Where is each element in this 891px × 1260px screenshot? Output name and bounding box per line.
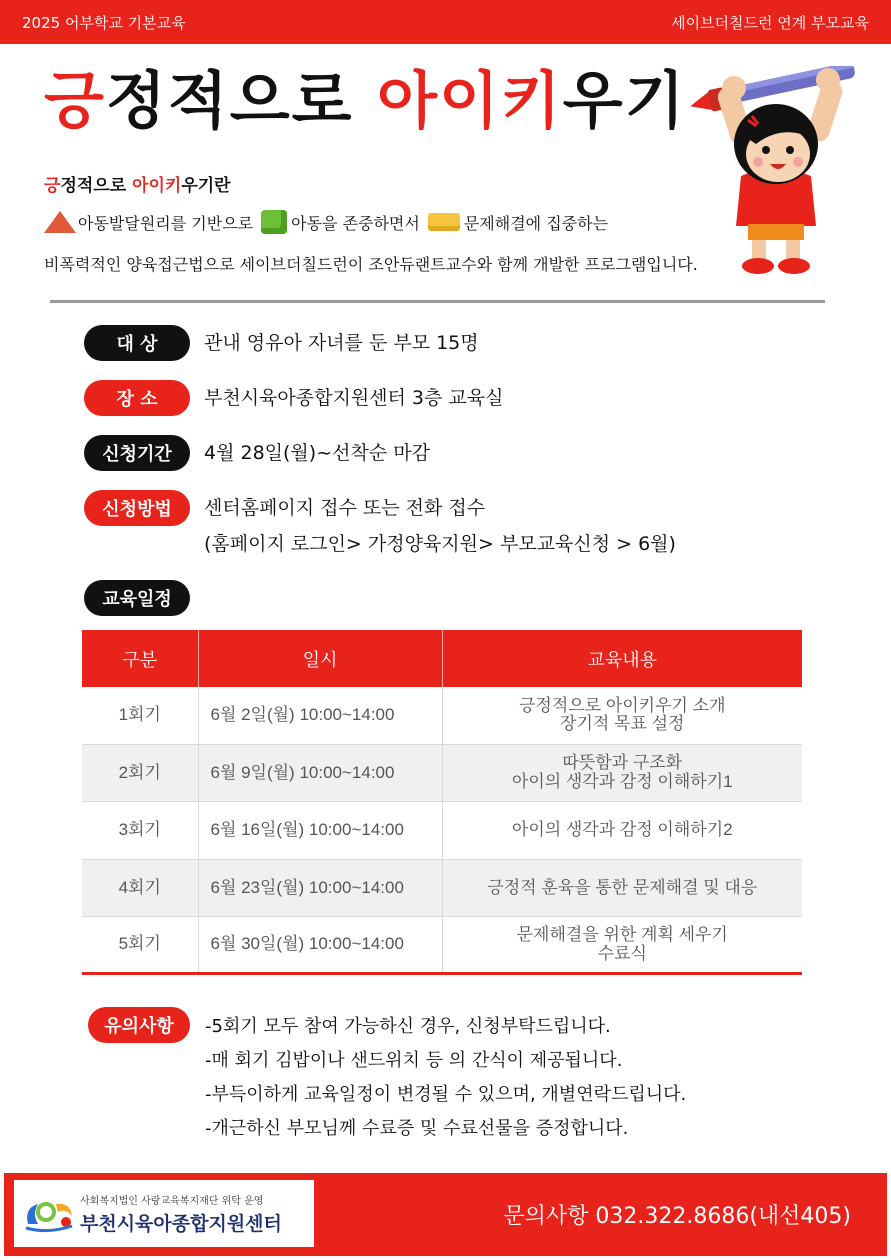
place-badge: 장 소 [84,380,190,416]
org-name: 부천시육아종합지원센터 [80,1212,282,1235]
intro-heading-4: 우기란 [181,176,231,196]
intro-heading-red-3: 아이키 [132,176,182,196]
contact-info: 문의사항 032.322.8686(내선405) [503,1204,851,1229]
session-cell: 3회기 [82,802,198,859]
method-value [204,490,676,562]
notice-item: -매 회기 김밥이나 샌드위치 등 의 간식이 제공됩니다. [205,1050,623,1071]
content-line-1: 긍정적으로 아이키우기 소개 [518,695,726,715]
page-title [44,64,687,137]
section-divider [50,300,825,303]
target-value: 관내 영유아 자녀를 둔 부모 15명 [204,332,479,354]
intro-heading-red-1: 긍 [44,176,61,196]
target-badge: 대 상 [84,325,190,361]
table-row [82,744,802,801]
yellow-block-icon [428,213,460,231]
content-line-2: 수료식 [597,943,647,963]
method-badge: 신청방법 [84,490,190,526]
method-value-line-2: (홈페이지 로그인> 가정양육지원> 부모교육신청 > 6월) [204,533,676,555]
date-cell: 6월 9일(월) 10:00~14:00 [198,744,442,801]
table-row [82,917,802,974]
schedule-badge: 교육일정 [84,580,190,616]
session-cell: 4회기 [82,859,198,916]
content-line-1: 따뜻함과 구조화 [562,753,683,773]
intro-heading [44,178,231,195]
method-value-line-1: 센터홈페이지 접수 또는 전화 접수 [204,497,486,519]
top-banner [0,0,891,44]
org-logo-icon [22,1194,76,1234]
info-row-period [84,435,430,471]
table-row [82,802,802,859]
content-line-2: 장기적 목표 설정 [560,714,685,734]
date-cell: 6월 16일(월) 10:00~14:00 [198,802,442,859]
intro-line-1-c: 문제해결에 집중하는 [463,213,609,233]
content-cell [442,917,802,974]
date-cell: 6월 2일(월) 10:00~14:00 [198,687,442,744]
title-part-4: 우기 [562,64,687,137]
triangle-icon [44,211,76,233]
header-content: 교육내용 [442,630,802,687]
org-logo [14,1180,314,1247]
content-line-2: 아이의 생각과 감정 이해하기1 [511,772,733,792]
session-cell: 2회기 [82,744,198,801]
title-red-part-1: 긍 [44,64,106,137]
green-cube-icon [261,210,287,234]
banner-right-text: 세이브더칠드런 연계 부모교육 [671,13,869,32]
header-date: 일시 [198,630,442,687]
child-painter-illustration [686,66,866,276]
date-cell: 6월 30일(월) 10:00~14:00 [198,917,442,974]
info-row-place [84,380,503,416]
table-header-row [82,630,802,687]
table-row [82,687,802,744]
header-session: 구분 [82,630,198,687]
notice-item: -부득이하게 교육일정이 변경될 수 있으며, 개별연락드립니다. [205,1084,687,1105]
intro-line-1-b: 아동을 존중하면서 [291,213,420,233]
session-cell: 1회기 [82,687,198,744]
notice-item: -5회기 모두 참여 가능하신 경우, 신청부탁드립니다. [205,1016,611,1037]
content-cell [442,744,802,801]
content-cell: 긍정적 훈육을 통한 문제해결 및 대응 [442,859,802,916]
period-value: 4월 28일(월)~선착순 마감 [204,442,430,464]
place-value: 부천시육아종합지원센터 3층 교육실 [204,387,504,409]
notice-list [205,1010,686,1146]
table-row [82,859,802,916]
intro-line-2: 비폭력적인 양육접근법으로 세이브더칠드런이 조안듀랜트교수와 함께 개발한 프로그램입니다. [44,255,698,274]
info-row-method [84,490,676,562]
title-part-2: 정적으로 [105,64,378,137]
schedule-table [82,630,802,975]
banner-left-text: 2025 어부학교 기본교육 [22,13,186,32]
intro-line-1-a: 아동발달원리를 기반으로 [78,213,254,233]
content-cell: 아이의 생각과 감정 이해하기2 [442,802,802,859]
date-cell: 6월 23일(월) 10:00~14:00 [198,859,442,916]
notice-item: -개근하신 부모님께 수료증 및 수료선물을 증정합니다. [205,1118,629,1139]
content-line-1: 문제해결을 위한 계획 세우기 [516,925,728,945]
content-cell [442,687,802,744]
title-red-part-3: 아이키 [377,64,563,137]
info-row-target [84,325,479,361]
period-badge: 신청기간 [84,435,190,471]
intro-line-1 [44,210,608,234]
session-cell: 5회기 [82,917,198,974]
notice-badge: 유의사항 [88,1007,190,1043]
footer-bar [4,1173,887,1256]
intro-heading-2: 정적으로 [60,176,133,196]
org-affiliation: 사회복지법인 사랑교육복지재단 위탁 운영 [80,1195,264,1207]
